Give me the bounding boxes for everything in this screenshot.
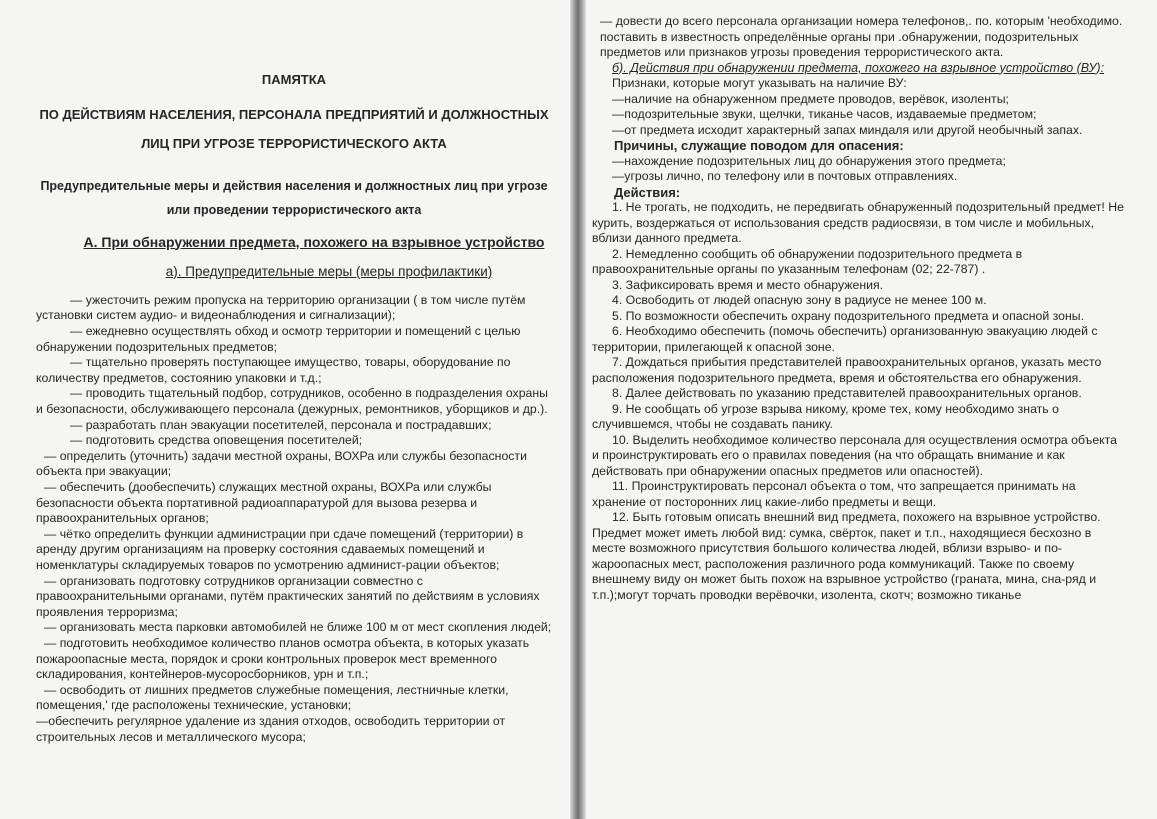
list-item: — чётко определить функции администрации при сдаче помещений (территории) в аренду другим организациям на проверку состояния сдаваемых помещений и номенклатуры складируемых товаров по усмотрению админист-рации объектов;: [36, 526, 524, 572]
action-item: 1. Не трогать, не подходить, не передвигать обнаруженный подозрительный предмет! Не курить, воздержаться от использования средств радиосвязи, в том числе и мобильных, вблизи данного предмета.: [592, 200, 1124, 245]
memo-subtitle-line1: Предупредительные меры и действия населения и должностных лиц при угрозе: [40, 179, 548, 193]
action-item: 10. Выделить необходимое количество персонала для осуществления осмотра объекта и проинструктировать его о правилах поведения (на что обращать внимание и как действовать при обнаружении опасных предметов или опасностей).: [592, 432, 1118, 478]
list-item: — подготовить необходимое количество планов осмотра объекта, в которых указать пожароопасные места, порядок и сроки контрольных проверок мест временного складирования, контейнеров-мусоросборников, урн и т.п.;: [36, 635, 530, 682]
list-item: — определить (уточнить) задачи местной охраны, ВОХРа или службы безопасности объекта при эвакуации;: [36, 448, 527, 479]
list-item: —наличие на обнаруженном предмете проводов, верёвок, изоленты;: [612, 91, 1009, 106]
list-item: — тщательно проверять поступающее имущество, товары, оборудование по количеству предметов, состоянию упаковки и т.д.;: [36, 355, 511, 385]
action-item: 8. Далее действовать по указанию представителей правоохранительных органов.: [612, 386, 1082, 400]
left-page: [0, 0, 570, 819]
list-item: — организовать подготовку сотрудников организации совместно с правоохранительными органами, путём практических занятий по действиям в условиях проявления терроризма;: [36, 573, 540, 619]
list-item: — организовать места парковки автомобилей не ближе 100 м от мест скопления людей;: [44, 620, 552, 635]
list-item: — проводить тщательный подбор, сотрудников, особенно в подразделения охраны и безопасности, обслуживающего персонала (дежурных, ремонтников, уборщиков и др.).: [36, 386, 549, 417]
section-a-heading: А. При обнаружении предмета, похожего на взрывное устройство: [83, 233, 545, 250]
list-item: —подозрительные звуки, щелчки, тиканье часов, издаваемые предметом;: [612, 107, 1037, 121]
list-item: —нахождение подозрительных лиц до обнаружения этого предмета;: [612, 153, 1006, 168]
action-item: 2. Немедленно сообщить об обнаружении подозрительного предмета в правоохранительные органы по указанным телефонам (02; 22-787) .: [592, 246, 1023, 276]
action-item: 12. Быть готовым описать внешний вид предмета, похожего на взрывное устройство.: [612, 510, 1101, 524]
memo-title: ПАМЯТКА: [261, 72, 327, 87]
action-item: 7. Дождаться прибытия представителей правоохранительных органов, указать место расположения подозрительного предмета, время и обстоятельства его обнаружения.: [592, 355, 1102, 385]
action-item: 3. Зафиксировать время и место обнаружения.: [612, 277, 884, 292]
closing-paragraph: Предмет может иметь любой вид: сумка, свёрток, пакет и т.п., находящиеся бесхозно в месте возможного присутствия большого количества людей, вблизи взрыво- и по-жароопасных мест, расположения различного рода коммуникаций. Также по своему внешнему виду он может быть похож на взрывное устройство (граната, мина, сна-ряд и т.п.);могут торчать проводки верёвочки, изолента, скотч; возможно тиканье: [592, 525, 1097, 602]
list-item: — разработать план эвакуации посетителей, персонала и пострадавших;: [70, 417, 492, 432]
reasons-heading: Причины, служащие поводом для опасения:: [614, 138, 904, 153]
right-page: [586, 0, 1157, 819]
list-item: — ежедневно осуществлять обход и осмотр территории и помещений с целью обнаружении подозрительных предметов;: [36, 324, 521, 354]
list-item: —обеспечить регулярное удаление из здания отходов, освободить территории от строительных лесов и металлического мусора;: [36, 713, 506, 744]
list-item: — подготовить средства оповещения посетителей;: [70, 433, 363, 448]
section-a-subheading: а). Предупредительные меры (меры профилактики): [165, 263, 493, 279]
signs-intro: Признаки, которые могут указывать на наличие ВУ:: [612, 76, 907, 90]
action-item: 4. Освободить от людей опасную зону в радиусе не менее 100 м.: [612, 293, 987, 307]
list-item: —от предмета исходит характерный запах миндаля или другой необычный запах.: [612, 122, 1083, 137]
list-item: — ужесточить режим пропуска на территорию организации ( в том числе путём установки систем аудио- и видеонаблюдения и сигнализации);: [36, 292, 526, 323]
memo-subtitle: [36, 175, 552, 223]
action-item: 11. Проинструктировать персонал объекта о том, что запрещается принимать на хранение от посторонних лиц какие-либо предметы и вещи.: [592, 479, 1076, 509]
action-item: 6. Необходимо обеспечить (помочь обеспечить) организованную эвакуацию людей с территории, прилегающей к опасной зоне.: [592, 324, 1098, 354]
intro-paragraph: — довести до всего персонала организации номера телефонов,. по. которым 'необходимо. поставить в известность определённые органы при .обнаружении, подозрительных предметов или признаков угрозы проведения террористического акта.: [600, 14, 1123, 59]
actions-heading: Действия:: [614, 184, 681, 200]
right-page-body: [592, 14, 1127, 603]
memo-title-line3: ЛИЦ ПРИ УГРОЗЕ ТЕРРОРИСТИЧЕСКОГО АКТА: [141, 136, 447, 151]
list-item: —угрозы лично, по телефону или в почтовых отправлениях.: [612, 169, 958, 183]
list-item: — освободить от лишних предметов служебные помещения, лестничные клетки, помещения,' где расположены технические, установки;: [36, 682, 509, 713]
preventive-measures-list: [36, 293, 552, 745]
section-b-heading: б). Действия при обнаружении предмета, похожего на взрывное устройство (ВУ):: [612, 60, 1105, 75]
action-item: 9. Не сообщать об угрозе взрыва никому, кроме тех, кому необходимо знать о случившемся, чтобы не создавать панику.: [592, 401, 1059, 431]
action-item: 5. По возможности обеспечить охрану подозрительного предмета и опасной зоны.: [612, 308, 1085, 323]
list-item: — обеспечить (дообеспечить) служащих местной охраны, ВОХРа или службы безопасности объекта портативной радиоаппаратурой для вызова резерва и правоохранительных органов;: [36, 480, 492, 526]
memo-subtitle-line2: или проведении террористического акта: [166, 202, 422, 217]
page-gutter: [570, 0, 586, 819]
memo-title-line2: ПО ДЕЙСТВИЯМ НАСЕЛЕНИЯ, ПЕРСОНАЛА ПРЕДПРИЯТИЙ И ДОЛЖНОСТНЫХ: [39, 107, 549, 122]
